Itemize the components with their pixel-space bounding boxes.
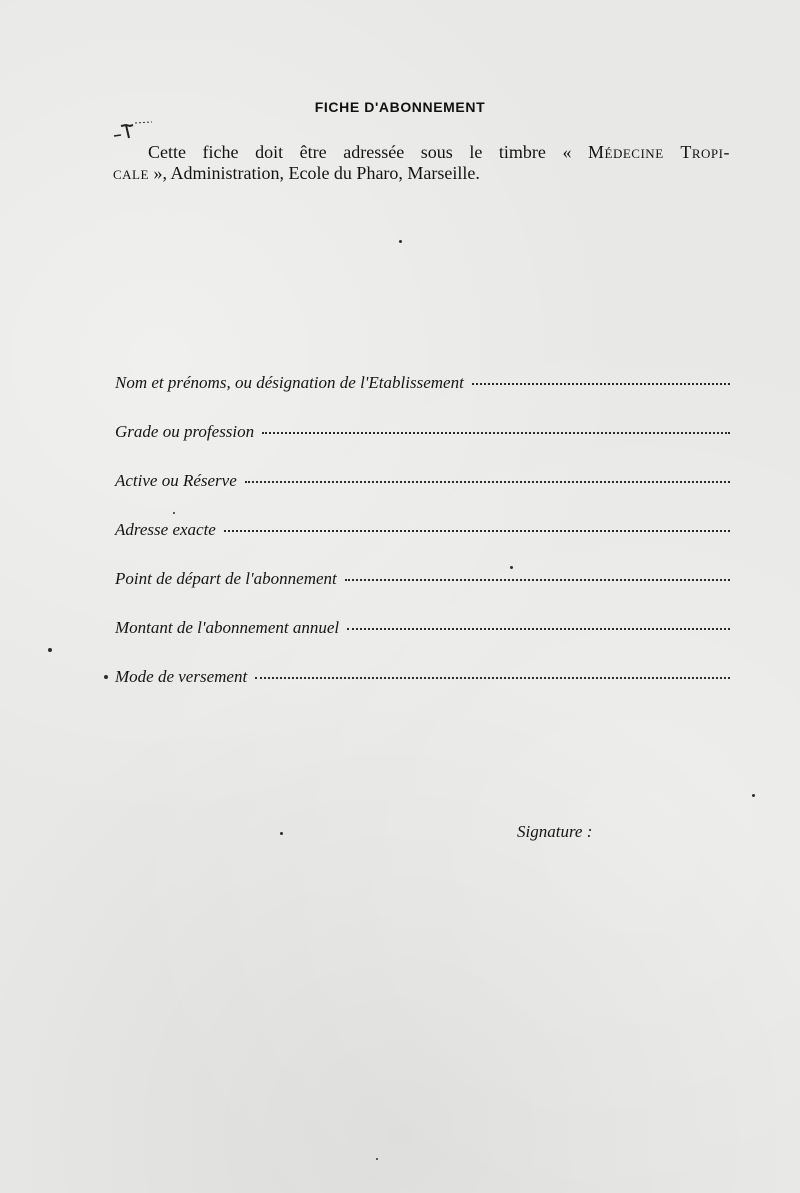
form-title: FICHE D'ABONNEMENT bbox=[314, 99, 486, 115]
dotted-fill-line[interactable] bbox=[224, 516, 730, 532]
intro-line-1 bbox=[113, 142, 730, 163]
stamp-name-part-1: Médecine Tropi- bbox=[588, 142, 730, 162]
field-address bbox=[115, 519, 730, 568]
field-label: Grade ou profession bbox=[115, 422, 255, 441]
stamp-name-part-2: cale bbox=[113, 163, 149, 183]
dotted-fill-line[interactable] bbox=[245, 467, 730, 483]
field-label: Active ou Réserve bbox=[115, 471, 237, 490]
field-label: Point de départ de l'abonnement bbox=[115, 569, 337, 588]
paper-speck bbox=[280, 832, 283, 835]
dotted-fill-line[interactable] bbox=[472, 369, 730, 385]
dotted-fill-line[interactable] bbox=[347, 614, 730, 630]
paper-speck bbox=[399, 240, 402, 243]
paper-speck bbox=[510, 566, 513, 569]
field-label: Adresse exacte bbox=[115, 520, 216, 539]
paper-speck bbox=[173, 512, 175, 514]
field-start bbox=[115, 568, 730, 617]
field-label: Nom et prénoms, ou désignation de l'Etablissement bbox=[115, 373, 464, 392]
intro-line-2 bbox=[113, 163, 730, 184]
field-payment-mode bbox=[115, 666, 730, 715]
dotted-fill-line[interactable] bbox=[345, 565, 730, 581]
field-status bbox=[115, 470, 730, 519]
signature-label: Signature : bbox=[517, 822, 593, 841]
field-amount bbox=[115, 617, 730, 666]
intro-paragraph bbox=[113, 142, 730, 184]
field-grade bbox=[115, 421, 730, 470]
field-name bbox=[115, 372, 730, 421]
form-fields bbox=[115, 372, 730, 715]
paper-speck bbox=[752, 794, 755, 797]
paper-speck bbox=[48, 648, 52, 652]
field-label: Mode de versement bbox=[115, 667, 248, 686]
dotted-fill-line[interactable] bbox=[262, 418, 730, 434]
paper-speck bbox=[104, 675, 108, 679]
intro-text-1: Cette fiche doit être adressée sous le timbre « bbox=[148, 142, 589, 162]
field-label: Montant de l'abonnement annuel bbox=[115, 618, 340, 637]
intro-text-2: », Administration, Ecole du Pharo, Marseille. bbox=[148, 163, 480, 183]
hand-drawn-mark bbox=[112, 118, 152, 144]
paper-speck bbox=[376, 1158, 378, 1160]
dotted-fill-line[interactable] bbox=[255, 663, 730, 679]
